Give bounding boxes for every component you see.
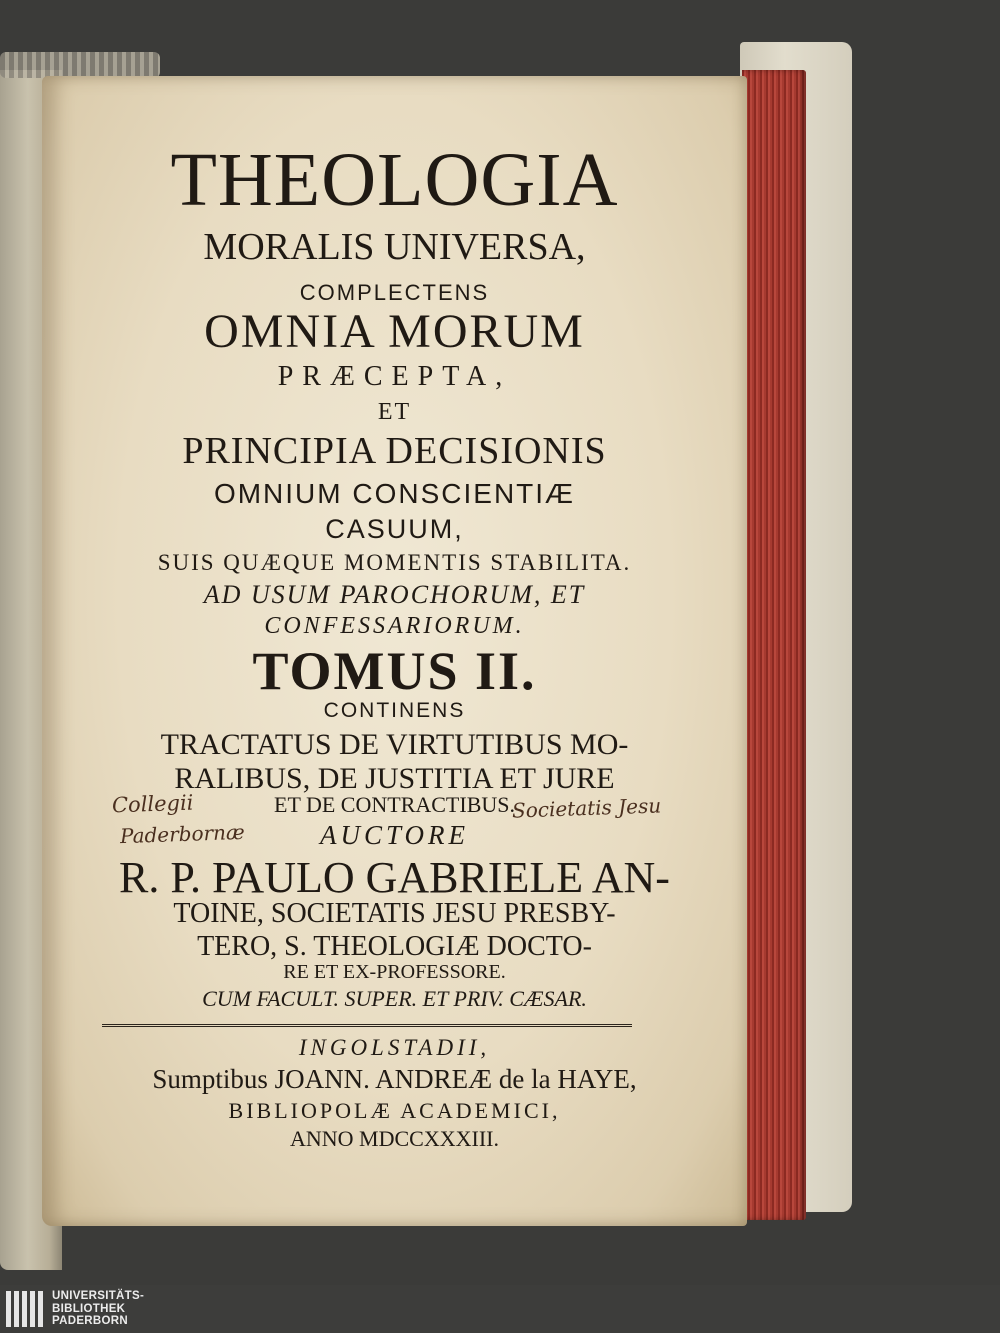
volume-number: TOMUS II. [252,641,537,701]
imprint-line: BIBLIOPOLÆ ACADEMICI, [228,1098,561,1123]
subtitle-line: PRINCIPIA DECISIONIS [182,430,607,472]
subtitle-line: MORALIS UNIVERSA, [203,226,586,268]
subtitle-line: OMNIUM CONSCIENTIÆ [213,478,576,509]
contents-line: ET DE CONTRACTIBUS. [274,792,515,817]
imprint-line: ANNO MDCCXXXIII. [290,1126,499,1151]
handwritten-inscription: Paderbornæ [119,819,246,849]
author-line: TERO, S. THEOLOGIÆ DOCTO- [197,931,592,962]
subtitle-line: CONFESSARIORUM. [264,613,525,639]
author-line: R. P. PAULO GABRIELE AN- [119,853,670,902]
logo-text-line: BIBLIOTHEK [52,1302,126,1315]
title-page [42,76,747,1226]
imprint-line: INGOLSTADII, [298,1035,491,1060]
double-rule-divider [102,1024,632,1027]
contents-line: TRACTATUS DE VIRTUTIBUS MO- [160,728,629,761]
library-logo-text [52,1290,144,1328]
subtitle-line: OMNIA MORUM [204,305,585,358]
author-line: TOINE, SOCIETATIS JESU PRESBY- [173,898,616,929]
library-logo-icon [6,1291,46,1329]
contents-line: RALIBUS, DE JUSTITIA ET JURE [174,762,615,795]
auctore-label: AUCTORE [319,820,469,850]
subtitle-line: AD USUM PAROCHORUM, ET [203,580,586,609]
red-page-edges [742,70,806,1220]
contents-line: CONTINENS [323,699,466,722]
handwritten-inscription: Societatis Jesu [511,793,662,823]
imprint-line: Sumptibus JOANN. ANDREÆ de la HAYE, [152,1064,637,1094]
logo-text-line: UNIVERSITÄTS- [52,1290,145,1302]
subtitle-line: SUIS QUÆQUE MOMENTIS STABILITA. [157,550,632,575]
library-footer-bar [0,1285,1000,1333]
book-title: THEOLOGIA [170,138,619,222]
privilege-line: CUM FACULT. SUPER. ET PRIV. CÆSAR. [202,986,587,1011]
subtitle-line: ET [377,399,412,425]
spine-binding [0,52,160,78]
subtitle-line: PRÆCEPTA, [277,361,512,392]
author-line: RE ET EX-PROFESSORE. [283,961,506,983]
logo-text-line: PADERBORN [52,1315,128,1327]
subtitle-line: CASUUM, [325,514,464,544]
handwritten-inscription: Collegii [111,790,194,818]
subtitle-line: COMPLECTENS [299,280,490,305]
